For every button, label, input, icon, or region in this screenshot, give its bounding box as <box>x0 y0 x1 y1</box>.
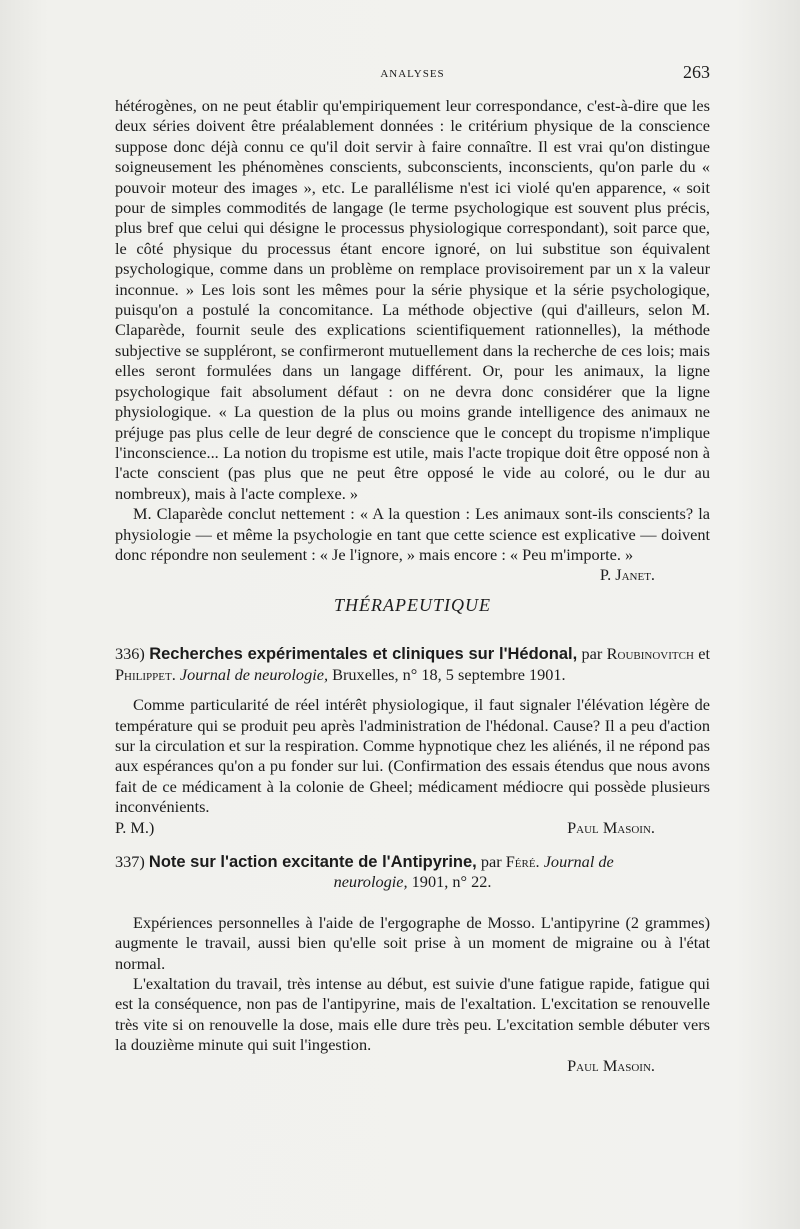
entry-336-body <box>115 695 710 817</box>
entry-336-heading <box>115 644 710 685</box>
entry-journal: Journal de <box>543 852 614 871</box>
entry-details: Bruxelles, n° 18, 5 septembre 1901. <box>332 664 566 684</box>
entry-signature: Paul Masoin. <box>567 817 655 837</box>
review-paragraph-conclusion <box>115 504 710 585</box>
entry-337-heading <box>115 852 710 893</box>
entry-journal-cont: neurologie, <box>333 872 408 892</box>
entry-initials: P. M.) <box>115 817 155 837</box>
entry-author: Philippet. <box>115 664 176 684</box>
text-block <box>115 96 710 1076</box>
entry-journal: Journal de neurologie, <box>179 664 329 684</box>
section-heading: THÉRAPEUTIQUE <box>334 595 491 616</box>
entry-number: 337) <box>115 852 145 871</box>
running-title: ANALYSES <box>380 68 445 80</box>
entry-by: par <box>581 644 603 664</box>
entry-and: et <box>698 644 711 664</box>
entry-number: 336) <box>115 644 145 664</box>
entry-body-text: Comme particularité de réel intérêt physiologique, il faut signaler l'élévation légère de température qui se produit peu après l'administration de l'hédonal. Cause? Il a peu d'action sur la circulation et sur la respiration. Comme hypnotique chez les aliénés, il ne répond pas aux espérances qu'on a pu fonder sur lui. (Confirmation des essais étendus que nous avons fait de ce médicament à la colonie de Gheel; médicament médiocre qui possède plusieurs inconvénients. <box>115 695 710 817</box>
entry-details: 1901, n° 22. <box>411 872 492 892</box>
entry-signature: Paul Masoin. <box>567 1055 655 1075</box>
entry-title: Recherches expérimentales et cliniques sur l'Hédonal, <box>149 645 578 664</box>
conclusion-text: M. Claparède conclut nettement : « A la question : Les animaux sont-ils conscients? la physiologie — et même la psychologie en tant que cette science est explicative — doivent donc répondre non seulement : « Je l'ignore, » mais encore : « Peu m'importe. » <box>115 504 710 564</box>
review-signature: P. Janet. <box>599 565 655 585</box>
entry-title: Note sur l'action excitante de l'Antipyrine, <box>148 853 477 871</box>
entry-by: par <box>480 852 502 871</box>
review-paragraph: hétérogènes, on ne peut établir qu'empiriquement leur correspondance, c'est-à-dire que les deux séries doivent être préalablement données : le critérium physique de la conscience suppose donc déjà connu ce qu'il doit servir à faire connaître. Il est vrai qu'on distingue soigneusement les phénomènes conscients, subconscients, inconscients, qu'on parle du « pouvoir moteur des images », etc. Le parallélisme n'est ici violé qu'en apparence, « soit pour de simples commodités de langage (le terme psychologique est souvent plus précis, plus bref que celui qui désigne le processus physiologique correspondant), soit parce que, le côté physique du processus étant encore ignoré, on lui substitue son équivalent psychologique, comme dans un problème on remplace provisoirement par un x la valeur inconnue. » Les lois sont les mêmes pour la série physique et la série psychologique, puisqu'on a postulé la concomitance. La méthode objective (qui d'ailleurs, selon M. Claparède, fournit seule des explications scientifiquement rationnelles), la méthode subjective se suppléront, se confirmeront mutuellement dans la recherche de ces lois; mais elles seront formulées dans un langage différent. Or, pour les animaux, la ligne psychologique fait absolument défaut : on ne devra donc considérer que la ligne physiologique. « La question de la plus ou moins grande intelligence des animaux ne préjuge pas plus celle de leur degré de conscience que le concept du tropisme n'implique l'inconscience... La notion du tropisme est utile, mais l'acte tropique doit être opposé non à l'acte conscient (pas plus que ne peut être opposé le vide au coloré, ou le dur au nombreux), mais à l'acte complexe. » <box>115 96 710 503</box>
entry-author: Féré. <box>505 852 540 871</box>
entry-journal-line <box>115 872 710 892</box>
entry-337-body-2: L'exaltation du travail, très intense au début, est suivie d'une fatigue rapide, fatigue qui est la conséquence, non pas de l'antipyrine, mais de l'exaltation. L'excitation se renouvelle très vite si on renouvelle la dose, mais elle dure très peu. L'excitation semble débuter vers la douzième minute qui suit l'ingestion. <box>115 974 710 1055</box>
entry-336-sign-line <box>115 818 710 838</box>
page-number: 263 <box>683 62 710 82</box>
entry-author: Roubinovitch <box>606 644 694 664</box>
entry-337-body-1: Expériences personnelles à l'aide de l'ergographe de Mosso. L'antipyrine (2 grammes) augmente le travail, aussi bien qu'elle soit prise à un moment de migraine ou à l'état normal. <box>115 912 710 973</box>
running-head <box>115 62 710 86</box>
